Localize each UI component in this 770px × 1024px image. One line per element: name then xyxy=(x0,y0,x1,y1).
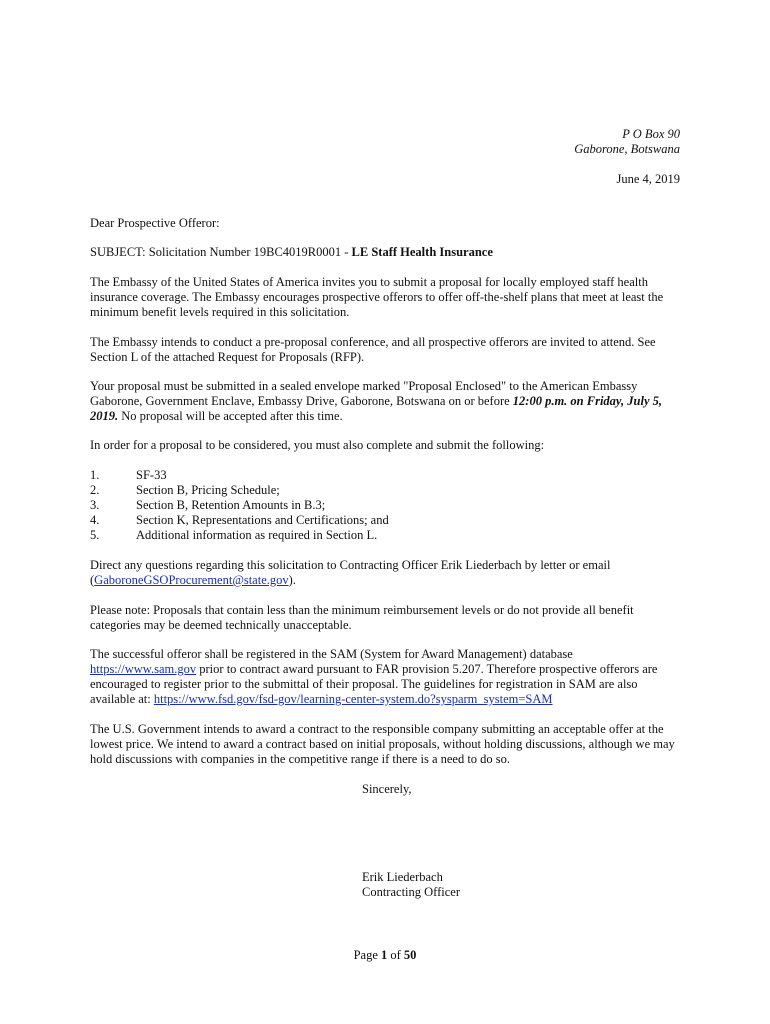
paragraph-invitation: The Embassy of the United States of America invites you to submit a proposal for locally employed staff health insurance coverage. The Embassy encourages prospective offerors to offer off-the-shelf plans that meet at least the minimum benefit levels required in this solicitation. xyxy=(90,275,664,319)
list-item-1-text: SF-33 xyxy=(136,468,167,482)
questions-text-b: ). xyxy=(288,573,296,587)
list-item-3-text: Section B, Retention Amounts in B.3; xyxy=(136,498,326,512)
address-line-1: P O Box 90 xyxy=(622,127,680,141)
fsd-guidelines-link[interactable]: https://www.fsd.gov/fsd-gov/learning-center-system.do?sysparm_system=SAM xyxy=(153,692,553,706)
signer-name: Erik Liederbach xyxy=(362,870,443,884)
paragraph-requirements: In order for a proposal to be considered, you must also complete and submit the following: xyxy=(90,438,545,452)
paragraph-award: The U.S. Government intends to award a contract to the responsible company submitting an acceptable offer at the lowest price. We intend to award a contract based on initial proposals, without holding discussions, although we may hold discussions with companies in the competitive range if there is a need to do so. xyxy=(90,722,675,766)
address-line-2: Gaborone, Botswana xyxy=(574,142,680,156)
signer-title: Contracting Officer xyxy=(362,885,460,899)
list-item-1-number: 1. xyxy=(90,468,100,482)
paragraph-conference: The Embassy intends to conduct a pre-proposal conference, and all prospective offerors are invited to attend. See Section L of the attached Request for Proposals (RFP). xyxy=(90,335,656,364)
paragraph-sam-registration xyxy=(90,647,680,707)
submission-deadline: 12:00 p.m. on Friday, July 5, 2019. xyxy=(90,394,662,423)
list-item-2-text: Section B, Pricing Schedule; xyxy=(136,483,280,497)
salutation: Dear Prospective Offeror: xyxy=(90,216,220,230)
list-item-3-number: 3. xyxy=(90,498,100,512)
page-footer xyxy=(0,948,770,963)
footer-current-page: 1 xyxy=(381,948,388,962)
sam-gov-link[interactable]: https://www.sam.gov xyxy=(90,662,197,676)
list-item-2-number: 2. xyxy=(90,483,100,497)
list-item-5-text: Additional information as required in Section L. xyxy=(136,528,378,542)
sam-text-b: prior to contract award pursuant to FAR provision 5.207. Therefore prospective offerors are encouraged to register prior to the submittal of their proposal. The guidelines for registration in SAM are also available at: xyxy=(90,662,658,706)
submission-text-b: No proposal will be accepted after this time. xyxy=(118,409,343,423)
sam-text-a: The successful offeror shall be registered in the SAM (System for Award Management) database xyxy=(90,647,573,661)
subject-title: LE Staff Health Insurance xyxy=(351,245,493,259)
paragraph-submission xyxy=(90,379,680,424)
list-item-4-number: 4. xyxy=(90,513,100,527)
footer-prefix: Page xyxy=(353,948,381,962)
footer-mid: of xyxy=(387,948,404,962)
questions-text-a: Direct any questions regarding this solicitation to Contracting Officer Erik Liederbach by letter or email ( xyxy=(90,558,611,587)
subject-line xyxy=(90,245,680,260)
list-item-4-text: Section K, Representations and Certifications; and xyxy=(136,513,389,527)
closing: Sincerely, xyxy=(362,782,412,796)
procurement-email-link[interactable]: GaboroneGSOProcurement@state.gov xyxy=(94,573,289,587)
submission-text-a: Your proposal must be submitted in a sealed envelope marked "Proposal Enclosed" to the American Embassy Gaborone, Government Enclave, Embassy Drive, Gaborone, Botswana on or before xyxy=(90,379,638,408)
footer-total-pages: 50 xyxy=(403,948,417,962)
subject-prefix: SUBJECT: Solicitation Number 19BC4019R0001 - xyxy=(90,245,352,259)
letter-date: June 4, 2019 xyxy=(616,172,680,186)
paragraph-note: Please note: Proposals that contain less than the minimum reimbursement levels or do not provide all benefit categories may be deemed technically unacceptable. xyxy=(90,603,634,632)
paragraph-questions xyxy=(90,558,680,588)
list-item-5-number: 5. xyxy=(90,528,100,542)
